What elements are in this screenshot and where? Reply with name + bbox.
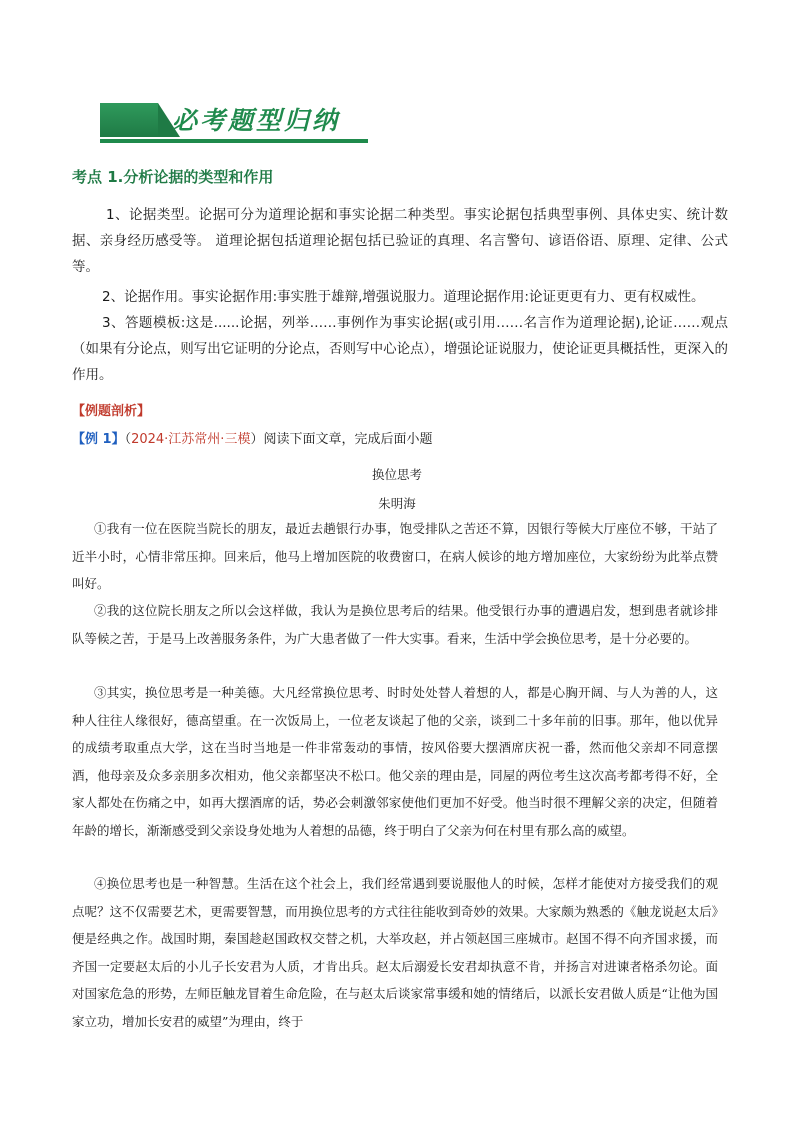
point-template: 3、答题模板:这是......论据，列举……事例作为事实论据(或引用……名言作为道理论据),论证……观点（如果有分论点，则写出它证明的分论点，否则写中心论点），增强论证说服力，使论证更具概括性，更深入的作用。 bbox=[72, 315, 728, 383]
example-paren-open: （ bbox=[124, 432, 132, 447]
banner-underline bbox=[100, 139, 368, 143]
article-paragraph: ①我有一位在医院当院长的朋友，最近去趟银行办事，饱受排队之苦还不算，因银行等候大厅座位不够，干站了近半小时，心情非常压抑。回来后，他马上增加医院的收费窗口，在病人候诊的地方增加座位，大家纷纷为此举点赞叫好。 bbox=[72, 521, 718, 591]
example-analysis-label: 【例题剖析】 bbox=[72, 404, 151, 419]
section-banner bbox=[100, 103, 368, 145]
article-author: 朱明海 bbox=[378, 496, 416, 511]
point-types: 1、论据类型。论据可分为道理论据和事实论据二种类型。事实论据包括典型事例、具体史实、统计数据、亲身经历感受等。 道理论据包括道理论据包括已验证的真理、名言警句、谚语俗语、原理、定律、公式等。 bbox=[72, 207, 728, 275]
example-number: 【例 1】 bbox=[72, 432, 125, 447]
article-paragraph: ②我的这位院长朋友之所以会这样做，我认为是换位思考后的结果。他受银行办事的遭遇启发，想到患者就诊排队等候之苦，于是马上改善服务条件，为广大患者做了一件大实事。看来，生活中学会换位思考，是十分必要的。 bbox=[72, 603, 718, 646]
example-instruction: 阅读下面文章，完成后面小题 bbox=[263, 432, 433, 447]
article-title: 换位思考 bbox=[371, 467, 422, 482]
example-source: 2024·江苏常州·三模 bbox=[131, 432, 251, 447]
example-heading bbox=[72, 428, 432, 447]
article-paragraph: ④换位思考也是一种智慧。生活在这个社会上，我们经常遇到要说服他人的时候，怎样才能使对方接受我们的观点呢？这不仅需要艺术，更需要智慧，而用换位思考的方式往往能收到奇妙的效果。大家颇为熟悉的《触龙说赵太后》便是经典之作。战国时期，秦国趁赵国政权交替之机，大举攻赵，并占领赵国三座城市。赵国不得不向齐国求援，而齐国一定要赵太后的小儿子长安君为人质，才肯出兵。赵太后溺爱长安君却执意不肯，并扬言对进谏者格杀勿论。面对国家危急的形势，左师臣触龙冒着生命危险，在与赵太后谈家常事缓和她的情绪后，以派长安君做人质是“让他为国家立功，增加长安君的威望”为理由，终于 bbox=[72, 876, 718, 1029]
article-paragraph: ③其实，换位思考是一种美德。大凡经常换位思考、时时处处替人着想的人，都是心胸开阔、与人为善的人，这种人往往人缘很好，德高望重。在一次饭局上，一位老友谈起了他的父亲，谈到二十多年前的旧事。那年，他以优异的成绩考取重点大学，这在当时当地是一件非常轰动的事情，按风俗要大摆酒席庆祝一番，然而他父亲却不同意摆酒，他母亲及众多亲朋多次相劝，他父亲都坚决不松口。他父亲的理由是，同屋的两位考生这次高考都考得不好，全家人都处在伤痛之中，如再大摆酒席的话，势必会刺激邻家使他们更加不好受。他当时很不理解父亲的决定，但随着年龄的增长，渐渐感受到父亲设身处地为人着想的品德，终于明白了父亲为何在村里有那么高的威望。 bbox=[72, 685, 718, 838]
kaodian-heading: 考点 1.分析论据的类型和作用 bbox=[72, 168, 274, 186]
example-paren-close: ） bbox=[250, 432, 264, 447]
banner-title: 必考题型归纳 bbox=[172, 106, 341, 135]
point-functions: 2、论据作用。事实论据作用:事实胜于雄辩,增强说服力。道理论据作用:论证更更有力、更有权威性。 bbox=[102, 289, 705, 305]
banner-green-block bbox=[100, 103, 158, 137]
